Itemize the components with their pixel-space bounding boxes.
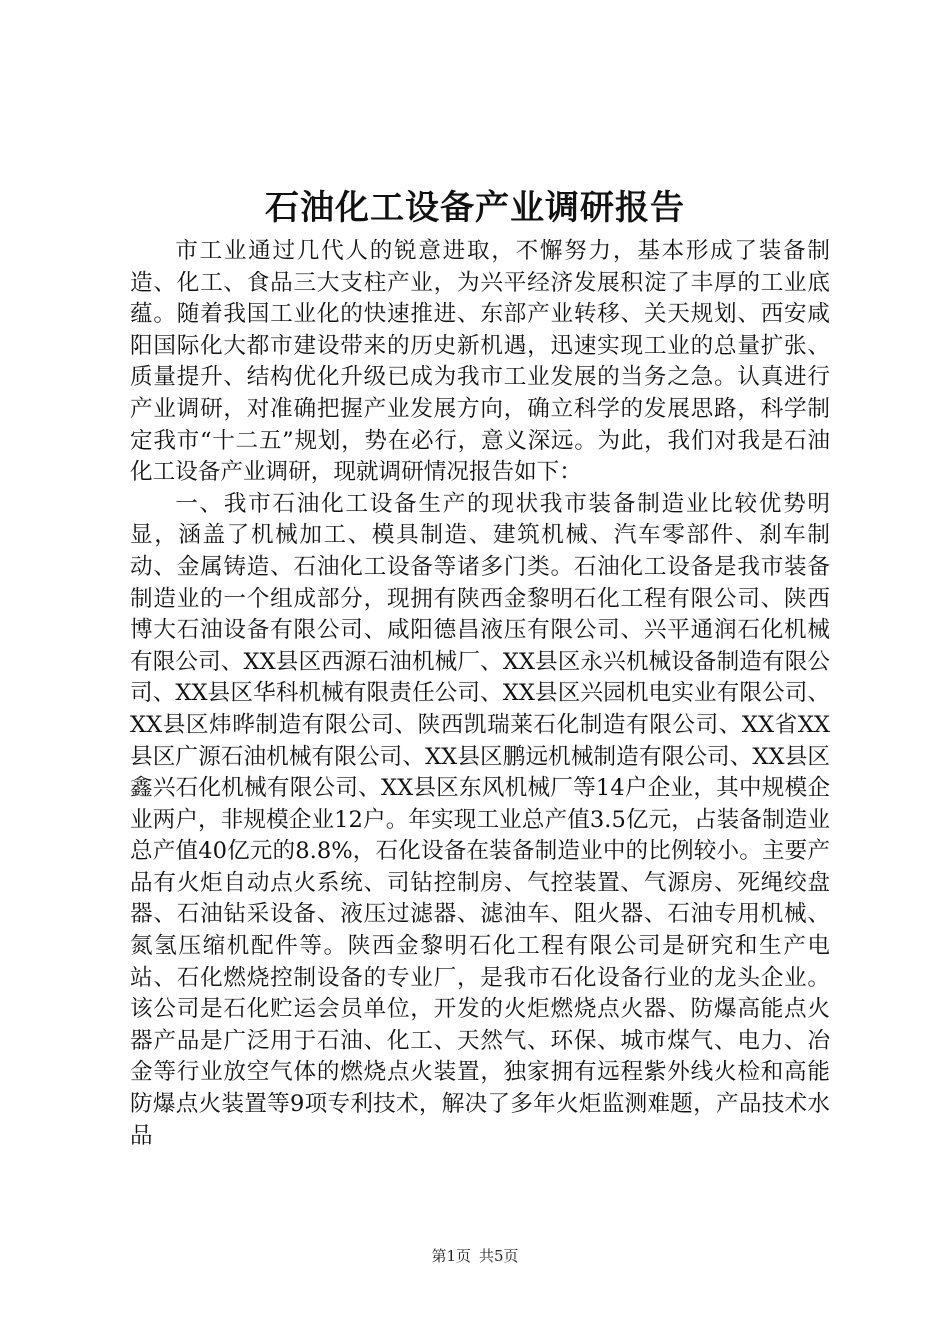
paragraph-section-one: 一、我市石油化工设备生产的现状我市装备制造业比较优势明显，涵盖了机械加工、模具制造、建筑机械、汽车零部件、刹车制动、金属铸造、石油化工设备等诸多门类。石油化工设备是我市装备制造业的一个组成部分，现拥有陕西金黎明石化工程有限公司、陕西博大石油设备有限公司、咸阳德昌液压有限公司、兴平通润石化机械有限公司、XX县区西源石油机械厂、XX县区永兴机械设备制造有限公司、XX县区华科机械有限责任公司、XX县区兴园机电实业有限公司、XX县区炜晔制造有限公司、陕西凯瑞莱石化制造有限公司、XX省XX县区广源石油机械有限公司、XX县区鹏远机械制造有限公司、XX县区鑫兴石化机械有限公司、XX县区东风机械厂等14户企业，其中规模企业两户，非规模企业12户。年实现工业总产值3.5亿元，占装备制造业总产值40亿元的8.8%，石化设备在装备制造业中的比例较小。主要产品有火炬自动点火系统、司钻控制房、气控装置、气源房、死绳绞盘器、石油钻采设备、液压过滤器、滤油车、阻火器、石油专用机械、氮氢压缩机配件等。陕西金黎明石化工程有限公司是研究和生产电站、石化燃烧控制设备的专业厂，是我市石化设备行业的龙头企业。该公司是石化贮运会员单位，开发的火炬燃烧点火器、防爆高能点火器产品是广泛用于石油、化工、天然气、环保、城市煤气、电力、冶金等行业放空气体的燃烧点火装置，独家拥有远程紫外线火检和高能防爆点火装置等9项专利技术，解决了多年火炬监测难题，产品技术水品 [130, 490, 830, 1149]
document-body [130, 236, 830, 1152]
page-total: 共5页 [479, 1247, 519, 1265]
paragraph-intro: 市工业通过几代人的锐意进取，不懈努力，基本形成了装备制造、化工、食品三大支柱产业，为兴平经济发展积淀了丰厚的工业底蕴。随着我国工业化的快速推进、东部产业转移、关天规划、西安咸阳国际化大都市建设带来的历史新机遇，迅速实现工业的总量扩张、质量提升、结构优化升级已成为我市工业发展的当务之急。认真进行产业调研，对准确把握产业发展方向，确立科学的发展思路，科学制定我市“十二五”规划，势在必行，意义深远。为此，我们对我是石油化工设备产业调研，现就调研情况报告如下： [130, 238, 830, 486]
page-number: 第1页 [431, 1247, 471, 1265]
page-footer [0, 1246, 950, 1266]
document-title: 石油化工设备产业调研报告 [265, 188, 685, 228]
